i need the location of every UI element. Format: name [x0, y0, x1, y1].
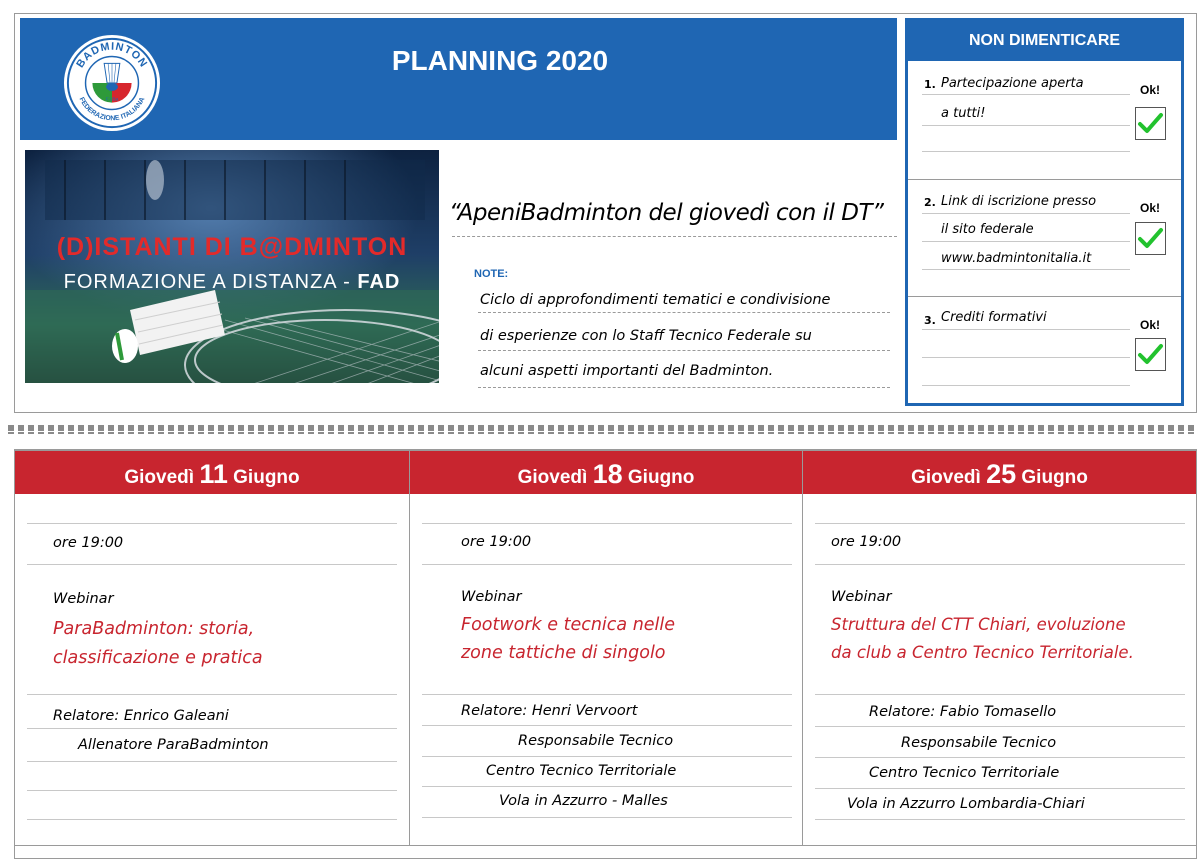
logo-abbrev: F.I.Ba: [105, 97, 119, 103]
note-line-2: di esperienze con lo Staff Tecnico Federale su: [480, 328, 812, 344]
card-rule: [27, 761, 397, 762]
session-card-1: [14, 450, 410, 846]
session-3-speaker-4: Vola in Azzurro Lombardia-Chiari: [847, 796, 1085, 812]
session-2-type: Webinar: [461, 589, 522, 605]
note-line-3: alcuni aspetti importanti del Badminton.: [480, 363, 774, 379]
session-1-time: ore 19:00: [53, 535, 124, 551]
session-3-speaker-1: Relatore: Fabio Tomasello: [869, 704, 1057, 720]
session-1-date: 11: [199, 459, 228, 489]
session-3-time: ore 19:00: [831, 534, 902, 550]
card-rule: [422, 523, 792, 524]
reminder-item-1-line-2: a tutti!: [941, 106, 986, 121]
reminder-item-3-line-1: Crediti formativi: [941, 310, 1047, 325]
reminder-divider: [908, 179, 1181, 180]
card-rule: [815, 788, 1185, 789]
banner-line2: [25, 271, 439, 294]
card-rule: [422, 564, 792, 565]
reminder-item-3-checkbox[interactable]: [1135, 338, 1166, 371]
session-1-topic-2: classificazione e pratica: [53, 648, 263, 668]
session-1-header: [15, 451, 409, 494]
reminder-item-1-ok: Ok!: [1140, 83, 1161, 97]
reminder-rule: [922, 385, 1130, 386]
session-1-speaker-1: Relatore: Enrico Galeani: [53, 708, 229, 724]
spiral-separator: [8, 425, 1198, 431]
check-icon: [1136, 223, 1165, 254]
reminder-panel: [905, 18, 1184, 406]
card-rule: [422, 786, 792, 787]
reminder-item-2-line-2: il sito federale: [941, 222, 1034, 237]
card-rule: [27, 694, 397, 695]
session-3-topic-2: da club a Centro Tecnico Territoriale.: [831, 643, 1134, 662]
note-label: NOTE:: [474, 268, 509, 280]
reminder-rule: [922, 329, 1130, 330]
federation-logo-icon: [63, 34, 161, 132]
session-2-header: [410, 451, 802, 494]
check-icon: [1136, 108, 1165, 139]
session-2-speaker-2: Responsabile Tecnico: [518, 733, 674, 749]
card-rule: [27, 819, 397, 820]
reminder-item-2-line-3: www.badmintonitalia.it: [941, 251, 1092, 266]
session-3-speaker-2: Responsabile Tecnico: [901, 735, 1057, 751]
session-1-day: Giovedì: [124, 467, 195, 488]
note-rule-3: [478, 387, 890, 388]
reminder-item-2-number: 2.: [924, 196, 936, 209]
logo-bottom-text: FEDERAZIONE ITALIANA: [77, 96, 147, 123]
session-2-day: Giovedì: [517, 467, 588, 488]
session-3-day: Giovedì: [911, 467, 981, 488]
note-rule-2: [478, 350, 890, 351]
card-rule: [422, 756, 792, 757]
card-rule: [27, 523, 397, 524]
reminder-rule: [922, 269, 1130, 270]
card-rule: [815, 694, 1185, 695]
session-1-topic-1: ParaBadminton: storia,: [53, 619, 255, 639]
reminder-rule: [922, 241, 1130, 242]
reminder-item-2-line-1: Link di iscrizione presso: [941, 194, 1097, 209]
card-rule: [815, 726, 1185, 727]
session-3-month: Giugno: [1021, 467, 1088, 488]
session-1-month: Giugno: [233, 467, 300, 488]
reminder-title: NON DIMENTICARE: [908, 21, 1181, 61]
event-quote: “ApeniBadminton del giovedì con il DT”: [449, 200, 884, 226]
reminder-item-3-ok: Ok!: [1140, 318, 1161, 332]
reminder-item-1-checkbox[interactable]: [1135, 107, 1166, 140]
reminder-item-2-checkbox[interactable]: [1135, 222, 1166, 255]
session-3-type: Webinar: [831, 589, 892, 605]
session-2-topic-2: zone tattiche di singolo: [461, 643, 666, 663]
card-rule: [815, 564, 1185, 565]
card-rule: [815, 757, 1185, 758]
session-3-header: [803, 451, 1196, 494]
card-rule: [27, 728, 397, 729]
reminder-divider: [908, 296, 1181, 297]
note-line-1: Ciclo di approfondimenti tematici e condivisione: [480, 292, 831, 308]
logo-top-text: BADMINTON: [74, 40, 150, 70]
reminder-item-3-number: 3.: [924, 314, 936, 327]
card-rule: [422, 817, 792, 818]
reminder-item-1-number: 1.: [924, 78, 936, 91]
session-3-topic-1: Struttura del CTT Chiari, evoluzione: [831, 615, 1126, 634]
banner-line2-prefix: FORMAZIONE A DISTANZA -: [63, 271, 358, 293]
session-2-topic-1: Footwork e tecnica nelle: [461, 615, 676, 635]
reminder-rule: [922, 357, 1130, 358]
card-rule: [27, 790, 397, 791]
reminder-item-1-line-1: Partecipazione aperta: [941, 76, 1084, 91]
card-rule: [815, 523, 1185, 524]
banner-line2-bold: FAD: [357, 271, 401, 293]
quote-underline: [452, 236, 897, 237]
reminder-item-2-ok: Ok!: [1140, 201, 1161, 215]
reminder-rule: [922, 213, 1130, 214]
spiral-separator-lower: [8, 432, 1198, 434]
session-2-time: ore 19:00: [461, 534, 532, 550]
reminder-rule: [922, 151, 1130, 152]
session-card-2: [409, 450, 803, 846]
banner-line1: (D)ISTANTI DI B@DMINTON: [56, 233, 408, 261]
session-2-speaker-4: Vola in Azzurro - Malles: [499, 793, 668, 809]
session-3-speaker-3: Centro Tecnico Territoriale: [869, 765, 1060, 781]
card-rule: [815, 819, 1185, 820]
check-icon: [1136, 339, 1165, 370]
card-rule: [422, 694, 792, 695]
reminder-rule: [922, 94, 1130, 95]
note-rule-1: [478, 312, 890, 313]
card-rule: [422, 725, 792, 726]
session-1-type: Webinar: [53, 591, 114, 607]
session-2-speaker-1: Relatore: Henri Vervoort: [461, 703, 638, 719]
reminder-rule: [922, 125, 1130, 126]
page-title: PLANNING 2020: [391, 45, 609, 76]
session-card-3: [802, 450, 1197, 846]
session-2-speaker-3: Centro Tecnico Territoriale: [486, 763, 677, 779]
badminton-court-icon: [25, 150, 439, 383]
session-2-month: Giugno: [627, 467, 695, 488]
session-2-date: 18: [592, 459, 623, 489]
banner-image: [25, 150, 439, 383]
session-1-speaker-2: Allenatore ParaBadminton: [78, 737, 269, 753]
card-rule: [27, 564, 397, 565]
session-3-date: 25: [986, 459, 1017, 489]
